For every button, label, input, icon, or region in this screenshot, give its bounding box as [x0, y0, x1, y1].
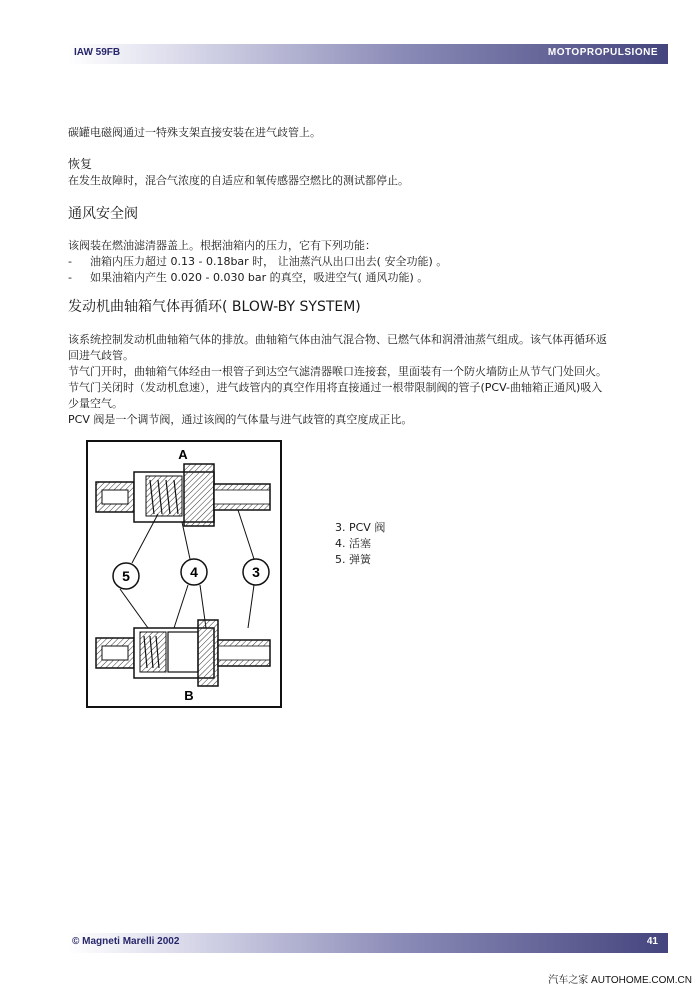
- blowby-heading: 发动机曲轴箱气体再循环( BLOW-BY SYSTEM): [68, 299, 361, 315]
- pcv-valve-figure: [86, 440, 282, 708]
- header-section: MOTOPROPULSIONE: [547, 47, 658, 58]
- recovery-title: 恢复: [68, 157, 93, 171]
- header-bar: [68, 44, 668, 64]
- vent-bullet-2: - 如果油箱内产生 0.020 - 0.030 bar 的真空，吸进空气( 通风功能) 。: [68, 271, 429, 284]
- header-model: IAW 59FB: [74, 47, 121, 58]
- valve-upper: [96, 464, 270, 526]
- callouts: [113, 510, 269, 628]
- vent-valve-paragraph: 该阀装在燃油滤清器盖上。根据油箱内的压力，它有下列功能：: [68, 239, 376, 252]
- callout-3: 3: [252, 564, 260, 580]
- footer-bar: [68, 933, 668, 953]
- page-number: 41: [646, 936, 658, 947]
- legend-item-5: 5. 弹簧: [335, 553, 371, 566]
- figure-legend: [335, 520, 385, 568]
- footer-copyright: © Magneti Marelli 2002: [72, 936, 180, 947]
- valve-lower: [96, 620, 270, 686]
- vent-bullet-1: - 油箱内压力超过 0.13 - 0.18bar 时， 让油蒸汽从出口出去( 安全功能) 。: [68, 255, 448, 268]
- intro-paragraph: 碳罐电磁阀通过一特殊支架直接安装在进气歧管上。: [68, 126, 321, 139]
- pcv-valve-drawing: [88, 442, 280, 706]
- callout-5: 5: [122, 568, 130, 584]
- blowby-p3-line1: 节气门关闭时（发动机怠速），进气歧管内的真空作用将直接通过一根带限制阀的管子(PCV-曲轴箱正通风)吸入: [68, 381, 603, 394]
- blowby-p1-line1: 该系统控制发动机曲轴箱气体的排放。曲轴箱气体由油气混合物、已燃气体和润滑油蒸气组成。该气体再循环返: [68, 333, 607, 346]
- recovery-paragraph: 在发生故障时，混合气浓度的自适应和氧传感器空燃比的测试都停止。: [68, 174, 409, 187]
- label-a: A: [178, 447, 188, 462]
- vent-valve-heading: 通风安全阀: [68, 206, 138, 222]
- blowby-p3-line2: 少量空气。: [68, 397, 123, 410]
- watermark: 汽车之家 AUTOHOME.COM.CN: [548, 975, 692, 986]
- blowby-p1-line2: 回进气歧管。: [68, 349, 134, 362]
- legend-item-4: 4. 活塞: [335, 537, 371, 550]
- callout-4: 4: [190, 564, 198, 580]
- blowby-p2: 节气门开时，曲轴箱气体经由一根管子到达空气滤清器喉口连接套，里面装有一个防火墙防止从节气门处回火。: [68, 365, 607, 378]
- blowby-p4: PCV 阀是一个调节阀，通过该阀的气体量与进气歧管的真空度成正比。: [68, 413, 413, 426]
- label-b: B: [184, 688, 194, 703]
- legend-item-3: 3. PCV 阀: [335, 521, 386, 534]
